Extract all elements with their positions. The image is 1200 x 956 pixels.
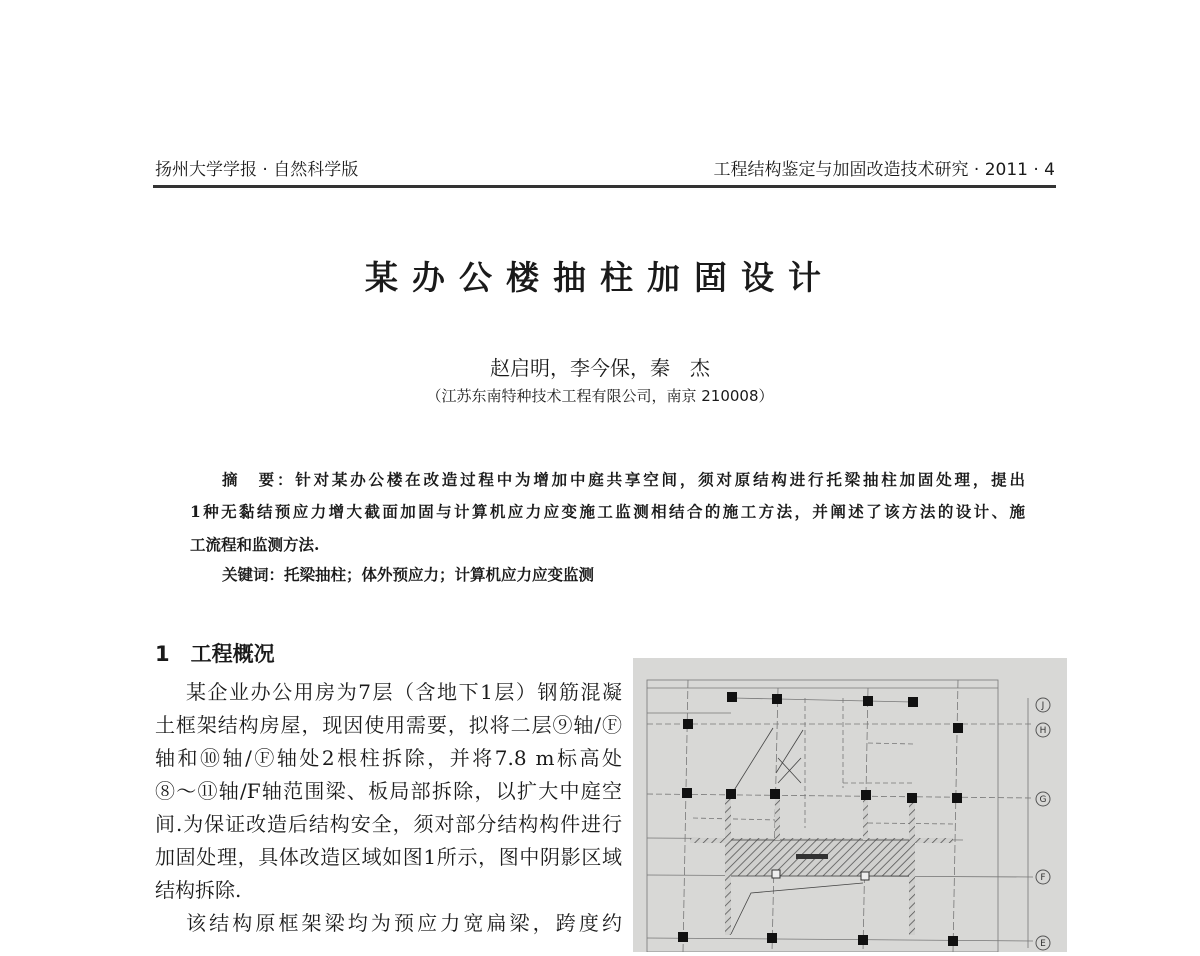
- axis-label: G: [1039, 795, 1047, 805]
- body-line: 结构拆除.: [155, 878, 242, 902]
- abstract-line: 1种无黏结预应力增大截面加固与计算机应力应变施工监测相结合的施工方法，并阐述了该方法的设计、施: [190, 502, 1025, 521]
- axis-label: H: [1039, 726, 1047, 736]
- paper-title: 某办公楼抽柱加固设计: [365, 258, 835, 297]
- body-line: 间.为保证改造后结构安全，须对部分结构构件进行: [155, 812, 622, 836]
- authors: 赵启明，李今保，秦 杰: [490, 356, 710, 380]
- keywords: 关键词：托梁抽柱；体外预应力；计算机应力应变监测: [222, 565, 595, 584]
- body-line: ⑧～⑪轴/F轴范围梁、板局部拆除，以扩大中庭空: [155, 779, 622, 803]
- affiliation: （江苏东南特种技术工程有限公司，南京 210008）: [426, 387, 774, 405]
- axis-label: E: [1040, 939, 1046, 949]
- abstract-line: 工流程和监测方法.: [190, 535, 320, 554]
- axis-labels: [1036, 698, 1050, 950]
- body-line: 土框架结构房屋，现因使用需要，拟将二层⑨轴/Ⓕ: [155, 713, 622, 737]
- axis-label: F: [1040, 873, 1046, 883]
- section-heading: 1 工程概况: [155, 642, 275, 666]
- axis-label: J: [1041, 701, 1045, 711]
- abstract-line: 摘 要：针对某办公楼在改造过程中为增加中庭共享空间，须对原结构进行托梁抽柱加固处理，提出: [222, 470, 1025, 489]
- body-line: 该结构原框架梁均为预应力宽扁梁，跨度约: [186, 911, 622, 935]
- issue-info: 工程结构鉴定与加固改造技术研究 · 2011 · 4: [713, 160, 1055, 180]
- grid-lines: [647, 680, 1033, 952]
- floor-plan-drawing: [633, 658, 1067, 952]
- journal-name: 扬州大学学报 · 自然科学版: [155, 160, 359, 180]
- floor-plan-figure: [633, 658, 1067, 952]
- body-line: 加固处理，具体改造区域如图1所示，图中阴影区域: [155, 845, 622, 869]
- header-rule: [153, 185, 1056, 188]
- body-line: 某企业办公用房为7层（含地下1层）钢筋混凝: [186, 680, 622, 704]
- body-line: 轴和⑩轴/Ⓕ轴处2根柱拆除，并将7.8 m标高处: [155, 746, 622, 770]
- demolished-area-hatch: [690, 798, 953, 935]
